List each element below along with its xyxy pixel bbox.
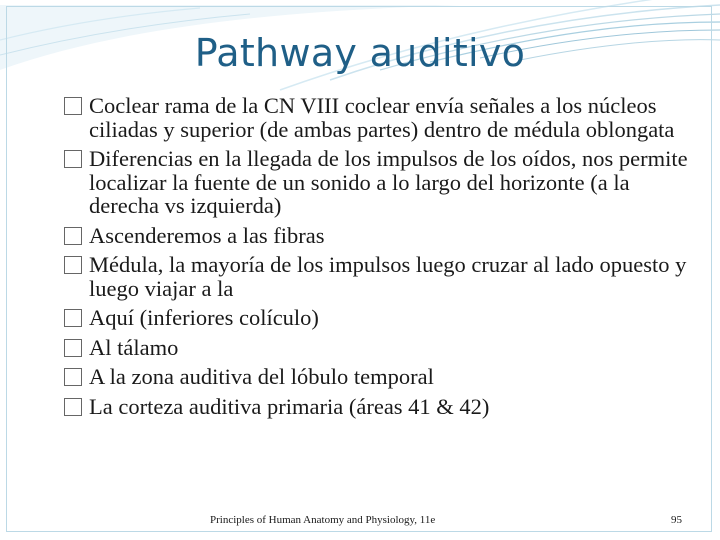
footer-citation: Principles of Human Anatomy and Physiology, 11e [210,514,436,526]
bullet-text: Médula, la mayoría de los impulsos luego cruzar al lado opuesto y luego viajar a la [89,252,687,301]
bullet-text: Coclear rama de la CN VIII coclear envía señales a los núcleos ciliadas y superior (de ambas partes) dentro de médula oblongata [89,93,675,142]
missing-glyph-bullet-icon [64,227,82,245]
missing-glyph-bullet-icon [64,368,82,386]
missing-glyph-bullet-icon [64,339,82,357]
bullet-text: Ascenderemos a las fibras [89,222,325,248]
bullet-item [62,253,702,300]
bullet-text: La corteza auditiva primaria (áreas 41 & 42) [89,393,490,419]
bullet-item [62,365,702,389]
missing-glyph-bullet-icon [64,256,82,274]
bullet-text: Al tálamo [89,334,179,360]
bullet-item [62,224,702,248]
bullet-text: Diferencias en la llegada de los impulsos de los oídos, nos permite localizar la fuente de un sonido a lo largo del horizonte (a la derecha vs izquierda) [89,146,688,218]
bullet-item [62,94,702,141]
bullet-item [62,306,702,330]
page-number: 95 [671,514,682,526]
slide-title: Pathway auditivo [194,31,526,75]
missing-glyph-bullet-icon [64,150,82,168]
bullet-text: Aquí (inferiores colículo) [89,305,319,330]
bullet-item [62,336,702,360]
bullet-text: A la zona auditiva del lóbulo temporal [89,364,434,389]
missing-glyph-bullet-icon [64,309,82,327]
bullet-item [62,395,702,419]
missing-glyph-bullet-icon [64,398,82,416]
bullet-list [62,94,702,424]
missing-glyph-bullet-icon [64,97,82,115]
bullet-item [62,147,702,218]
